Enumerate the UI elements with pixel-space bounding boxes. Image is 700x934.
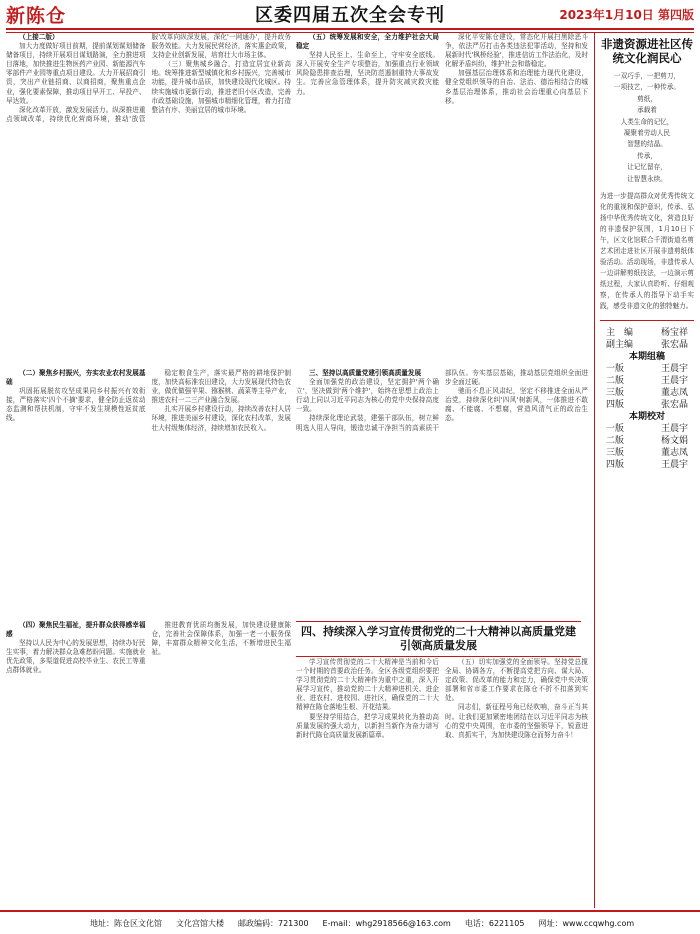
block-f-para: 要坚持学用结合，把学习成果转化为推动高质量发展的强大动力，以新担当新作为奋力谱写新时代陈仓高质量发展新篇章。 [296, 712, 439, 739]
proof-header: 本期校对 [628, 412, 665, 423]
footer-site: 文化宫馆大楼 [176, 918, 224, 928]
issue-title: 区委四届五次全会专刊 [255, 5, 445, 26]
credit-role: 主 编 [606, 328, 634, 339]
block-a-para: （三）聚焦城乡融合，打造宜居宜业新高地。统筹推进新型城镇化和乡村振兴，完善城市功能，提升城市品质，加快建设现代化城区。持续实施城市更新行动，推进老旧小区改造，完善市政基础设施，加强城市精细化管理，着力打造整洁有序、美丽宜居的城市环境。 [151, 60, 291, 114]
block-g-para: 同志们，新征程号角已经吹响，奋斗正当其时。让我们更加紧密地团结在以习近平同志为核心的党中央周围，在市委的坚强领导下，锐意进取、真抓实干，为加快建设陈仓而努力奋斗！ [445, 703, 588, 739]
poem-line: 人类生命的记忆， [620, 117, 674, 126]
poem-line: 让记忆留存， [627, 163, 667, 172]
block-c-head: （二）聚焦乡村振兴，夯实农业农村发展基础 [6, 369, 146, 387]
credit-role: 副主编 [606, 340, 634, 351]
proof-row [600, 435, 694, 447]
proof-row [600, 459, 694, 471]
article-block-a [6, 33, 291, 363]
proof-name: 董志凤 [660, 448, 688, 459]
block-d-head: （四）聚焦民生福祉，提升群众获得感幸福感 [6, 621, 146, 639]
editor-role: 四版 [606, 400, 625, 411]
credit-name: 杨宝祥 [660, 328, 688, 339]
proof-name: 王晨宇 [660, 460, 688, 471]
sidebar-body: 为进一步提高群众对优秀传统文化的重视和保护意识，传承、弘扬中华优秀传统文化，营造良好的非遗保护氛围，1月10日下午，区文化馆联合千渭街道名剪艺术团走进社区开展非遗剪纸体验活动。活动现场，非遗传承人一边讲解剪纸技法，一边演示剪纸过程，大家认真聆听、仔细观察，在传承人的指导下动手实践，感受非遗文化的独特魅力。 [600, 192, 694, 311]
footer-phone: 电话：6221105 [464, 918, 525, 928]
block-c-para: 扎实开展乡村建设行动，持续改善农村人居环境，推进美丽乡村建设，深化农村改革，发展壮大村级集体经济，持续增加农民收入。 [151, 405, 291, 432]
block-e-para: 全面加强党的政治建设，坚定拥护'两个确立'，坚决做到'两个维护'，始终在思想上政治上行动上同以习近平同志为核心的党中央保持高度一致。 [296, 378, 439, 414]
proof-name: 王晨宇 [660, 424, 688, 435]
article-block-f [296, 658, 588, 906]
editor-row [600, 387, 694, 399]
block-e-para: 持续深化理论武装，建强干部队伍，树立鲜明选人用人导向，锻造忠诚干净担当的高素质干部队伍。夯实基层基础，推动基层党组织全面进步全面过硬。 [296, 369, 588, 432]
poem-line: 智慧的结晶。 [627, 140, 667, 149]
editor-name: 张宏晶 [660, 400, 688, 411]
poem-line: 让智慧永续。 [627, 174, 667, 183]
editor-row [600, 399, 694, 411]
highlight-title: 四、持续深入学习宣传贯彻党的二十大精神以高质量党建引领高质量发展 [296, 621, 581, 657]
footer-address: 地址：陈仓区文化馆 [90, 918, 162, 928]
footer-postcode: 邮政编码：721300 [238, 918, 309, 928]
sidebar [594, 33, 694, 908]
date-line: 2023年1月10日 第四版 [559, 7, 694, 22]
article-block-b [296, 33, 588, 363]
credit-name: 张宏晶 [660, 340, 688, 351]
block-a-head: （上接二版） [19, 33, 59, 41]
editor-name: 王晨宇 [660, 376, 688, 387]
editor-role: 一版 [606, 364, 625, 375]
block-b-para: 加强基层治理体系和治理能力现代化建设，健全党组织领导的自治、法治、德治相结合的城乡基层治理体系，推动社会治理重心向基层下移。 [445, 69, 588, 105]
credit-row [600, 339, 694, 351]
main-column [6, 33, 588, 908]
content-area [6, 33, 694, 908]
footer-url: 网址：www.ccqwhg.com [538, 918, 635, 928]
proof-role: 一版 [606, 424, 625, 435]
editor-role: 三版 [606, 388, 625, 399]
credits-box [600, 320, 694, 471]
editor-name: 王晨宇 [660, 364, 688, 375]
proof-row [600, 423, 694, 435]
block-c-para: 巩固拓展脱贫攻坚成果同乡村振兴有效衔接，严格落实'四个不摘'要求，健全防止返贫动态监测和帮扶机制，守牢不发生规模性返贫底线。 [6, 387, 146, 423]
article-block-c [6, 369, 291, 614]
proof-role: 二版 [606, 436, 625, 447]
poem-line: 传承， [637, 151, 657, 160]
proof-role: 三版 [606, 448, 625, 459]
block-e-head: 三、坚持以高质量党建引领高质量发展 [309, 369, 422, 377]
editor-role: 二版 [606, 376, 625, 387]
poem-line: 凝聚着劳动人民 [623, 129, 671, 138]
highlight-box [296, 621, 581, 657]
block-e-para: 驰而不息正风肃纪，坚定不移推进全面从严治党，持续深化纠'四风'树新风，一体推进不敢腐、不能腐、不想腐，营造风清气正的政治生态。 [445, 387, 588, 423]
proof-name: 杨文娟 [660, 436, 688, 447]
poem-line: 一双巧手，一把剪刀， [614, 72, 680, 80]
paper-name: 新陈仓 [6, 4, 67, 27]
block-c-para: 稳定粮食生产，落实最严格的耕地保护制度，加快高标准农田建设，大力发展现代特色农业，做优做强苹果、猕猴桃、蔬菜等主导产业，推进农村一二三产业融合发展。 [151, 369, 291, 405]
proof-role: 四版 [606, 460, 625, 471]
poem-line: 承载着 [637, 106, 657, 115]
poem-line: 一项技艺，一种传承。 [614, 83, 680, 92]
sidebar-title: 非遗资源进社区传统文化润民心 [601, 37, 693, 65]
poem-line: 剪纸， [637, 94, 657, 103]
block-a-para: 深化改革开放，激发发展活力。纵深推进重点领域改革，持续优化营商环境，推动'放管服'改革向纵深发展，深化'一网通办'，提升政务服务效能。大力发展民营经济，落实惠企政策，支持企业创新发展，培育壮大市场主体。 [6, 33, 291, 123]
footer-email: E-mail：whg2918566@163.com [322, 918, 451, 928]
footer [0, 910, 700, 934]
block-a-para: 加大力度做好项目前期，提前谋划谋划储备储备项目，持续开展项目谋划路演，全力推进项目落地，加快推进生物医药产业园、新能源汽车零部件产业园等重点项目建设。大力开展招商引资，突出产业链招商、以商招商，聚焦重点企业，强化要素保障，推动项目早开工、早投产、早达效。 [6, 42, 146, 105]
sidebar-poem [600, 71, 694, 185]
block-b-head: （五）统筹发展和安全，全力维护社会大局稳定 [296, 33, 439, 51]
masthead [6, 0, 694, 30]
proof-row [600, 447, 694, 459]
credit-row [600, 327, 694, 339]
block-f-para: 学习宣传贯彻党的二十大精神是当前和今后一个时期的首要政治任务。全区各级党组织要把学习贯彻党的二十大精神作为重中之重，深入开展学习宣传，推动党的二十大精神进机关、进企业、进农村、进校园、进社区，确保党的二十大精神在陈仓落地生根、开花结果。 [296, 658, 439, 712]
block-b-para: 深化平安陈仓建设，常态化开展扫黑除恶斗争，依法严厉打击各类违法犯罪活动，坚持和发展新时代'枫桥经验'，推进信访工作法治化，及时化解矛盾纠纷，维护社会和谐稳定。 [445, 33, 588, 69]
article-block-e [296, 369, 588, 614]
block-d-para: 坚持以人民为中心的发展思想，持续办好民生实事，着力解决群众急难愁盼问题。实施就业优先政策，多渠道促进高校毕业生、农民工等重点群体就业。 [6, 639, 146, 675]
editor-row [600, 375, 694, 387]
editors-header: 本期组稿 [628, 352, 665, 363]
editor-row [600, 363, 694, 375]
block-g-para: （五）切实加强党的全面领导。坚持党总揽全局、协调各方，不断提高党把方向、谋大局、定政策、促改革的能力和定力，确保党中央决策部署和省市委工作要求在陈仓不折不扣落到实处。 [445, 658, 588, 703]
block-d-para: 推进教育优质均衡发展，加快建设健康陈仓，完善社会保障体系，加强一老一小服务保障，丰富群众精神文化生活，不断增进民生福祉。 [151, 621, 291, 657]
block-b-para: 坚持人民至上、生命至上，守牢安全底线。深入开展安全生产专项整治，加强重点行业领域风险隐患排查治理，坚决防范遏制重特大事故发生。完善应急管理体系，提升防灾减灾救灾能力。 [296, 51, 439, 96]
article-block-d [6, 621, 291, 906]
editor-name: 董志凤 [660, 388, 688, 399]
